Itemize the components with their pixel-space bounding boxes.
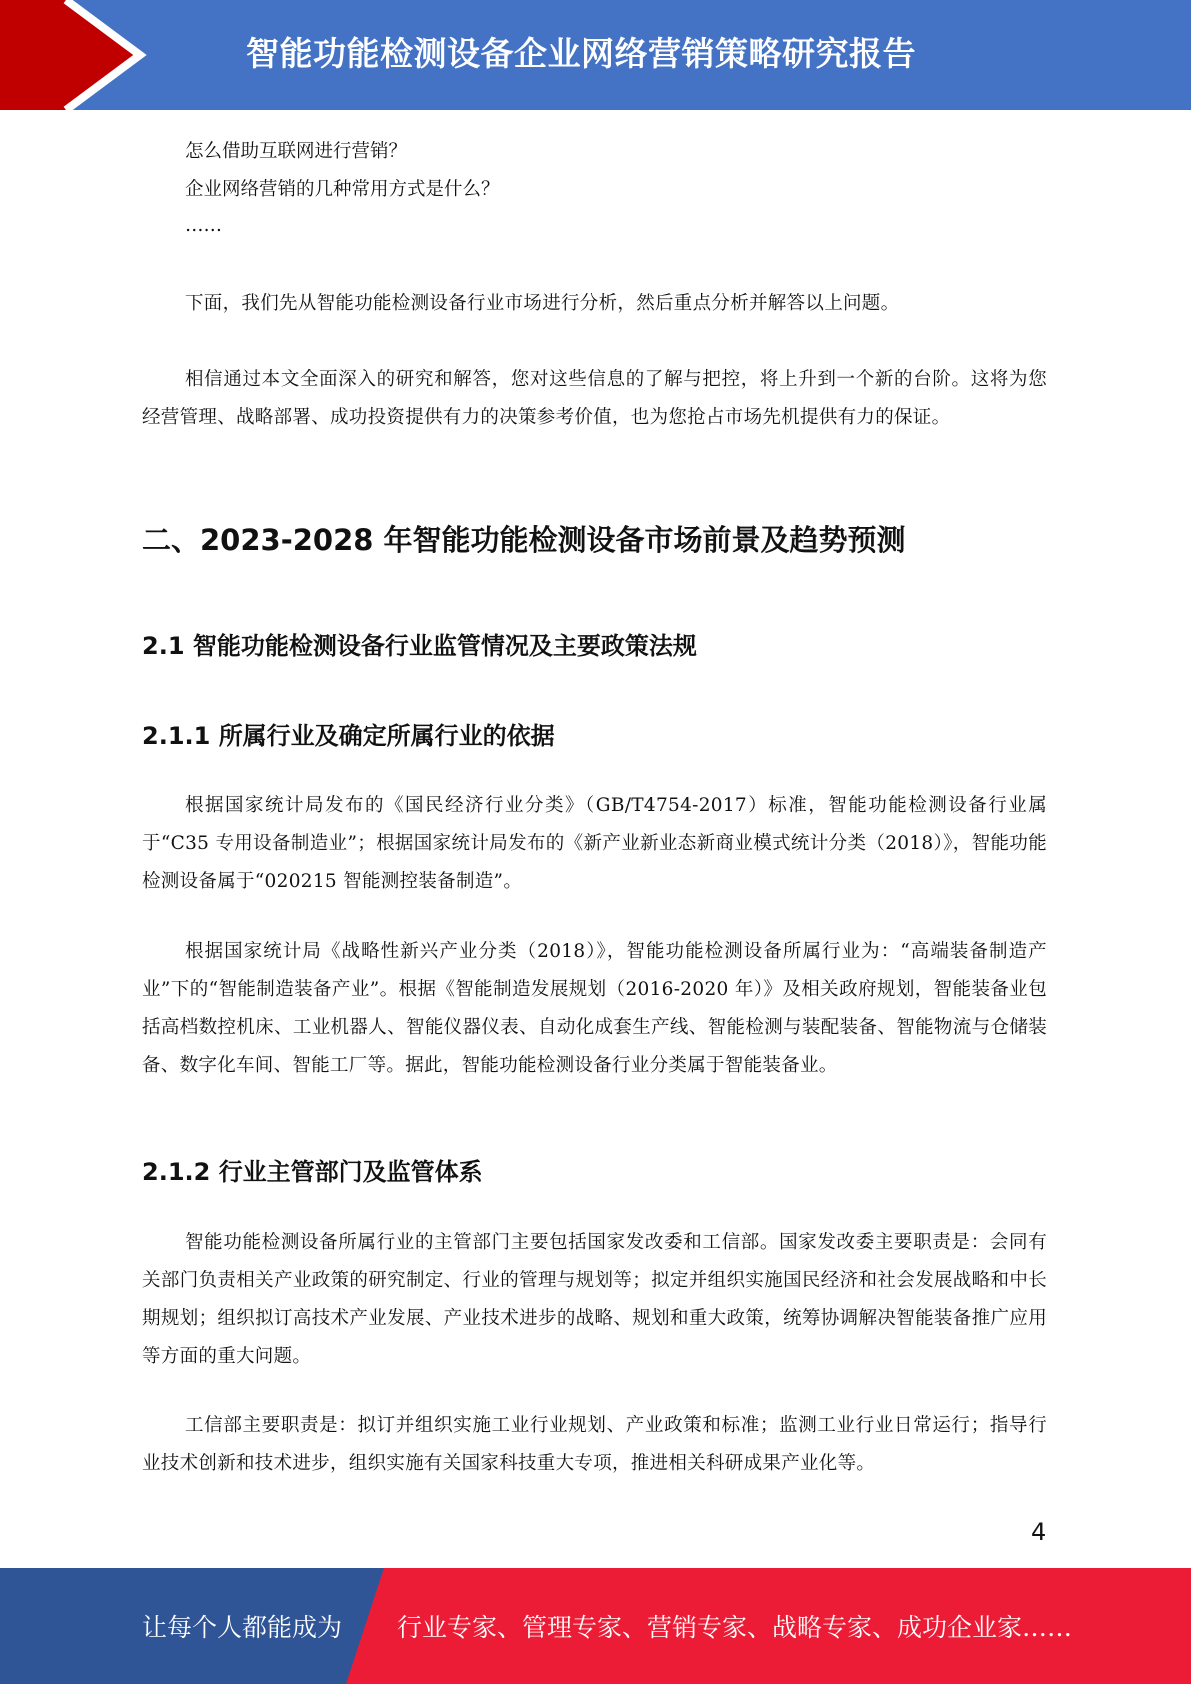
- footer-slogan-right: 行业专家、管理专家、营销专家、战略专家、成功企业家……: [397, 1613, 1073, 1642]
- intro-paragraph: 下面，我们先从智能功能检测设备行业市场进行分析，然后重点分析并解答以上问题。: [185, 293, 900, 314]
- page-number: 4: [1031, 1518, 1047, 1546]
- intro-paragraph: 相信通过本文全面深入的研究和解答，您对这些信息的了解与把控，将上升到一个新的台阶。这将为您经营管理、战略部署、成功投资提供有力的决策参考价值，也为您抢占市场先机提供有力的保证。: [142, 369, 1047, 428]
- red-arrow-shape: [0, 0, 136, 110]
- report-header-banner: [0, 0, 1191, 110]
- body-paragraph: 工信部主要职责是：拟订并组织实施工业行业规划、产业政策和标准；监测工业行业日常运行；指导行业技术创新和技术进步，组织实施有关国家科技重大专项，推进相关科研成果产业化等。: [142, 1415, 1047, 1474]
- subsubsection-heading: 2.1.1 所属行业及确定所属行业的依据: [142, 722, 555, 750]
- body-paragraph: 根据国家统计局《战略性新兴产业分类（2018）》，智能功能检测设备所属行业为：“高端装备制造产业”下的“智能制造装备产业”。根据《智能制造发展规划（2016-2020 年）》及相关政府规划，智能装备业包括高档数控机床、工业机器人、智能仪器仪表、自动化成套生产线、智能检测与装配装备、智能物流与仓储装备、数字化车间、智能工厂等。据此，智能功能检测设备行业分类属于智能装备业。: [142, 941, 1047, 1076]
- subsubsection-heading: 2.1.2 行业主管部门及监管体系: [142, 1158, 483, 1186]
- footer-slogan-left: 让每个人都能成为: [142, 1613, 343, 1642]
- section-heading: 二、2023-2028 年智能功能检测设备市场前景及趋势预测: [142, 523, 906, 557]
- header-arrow-decoration: [0, 0, 160, 110]
- intro-question: 怎么借助互联网进行营销？: [185, 141, 408, 162]
- report-title: 智能功能检测设备企业网络营销策略研究报告: [246, 34, 916, 73]
- intro-ellipsis: ……: [185, 215, 222, 236]
- subsection-heading: 2.1 智能功能检测设备行业监管情况及主要政策法规: [142, 632, 697, 660]
- footer-banner: [0, 1568, 1191, 1684]
- body-paragraph: 根据国家统计局发布的《国民经济行业分类》（GB/T4754-2017）标准，智能功能检测设备行业属于“C35 专用设备制造业”；根据国家统计局发布的《新产业新业态新商业模式统计分类（2018）》，智能功能检测设备属于“020215 智能测控装备制造”。: [142, 795, 1047, 892]
- body-paragraph: 智能功能检测设备所属行业的主管部门主要包括国家发改委和工信部。国家发改委主要职责是：会同有关部门负责相关产业政策的研究制定、行业的管理与规划等；拟定并组织实施国民经济和社会发展战略和中长期规划；组织拟订高技术产业发展、产业技术进步的战略、规划和重大政策，统筹协调解决智能装备推广应用等方面的重大问题。: [142, 1232, 1047, 1367]
- intro-question: 企业网络营销的几种常用方式是什么？: [185, 179, 500, 200]
